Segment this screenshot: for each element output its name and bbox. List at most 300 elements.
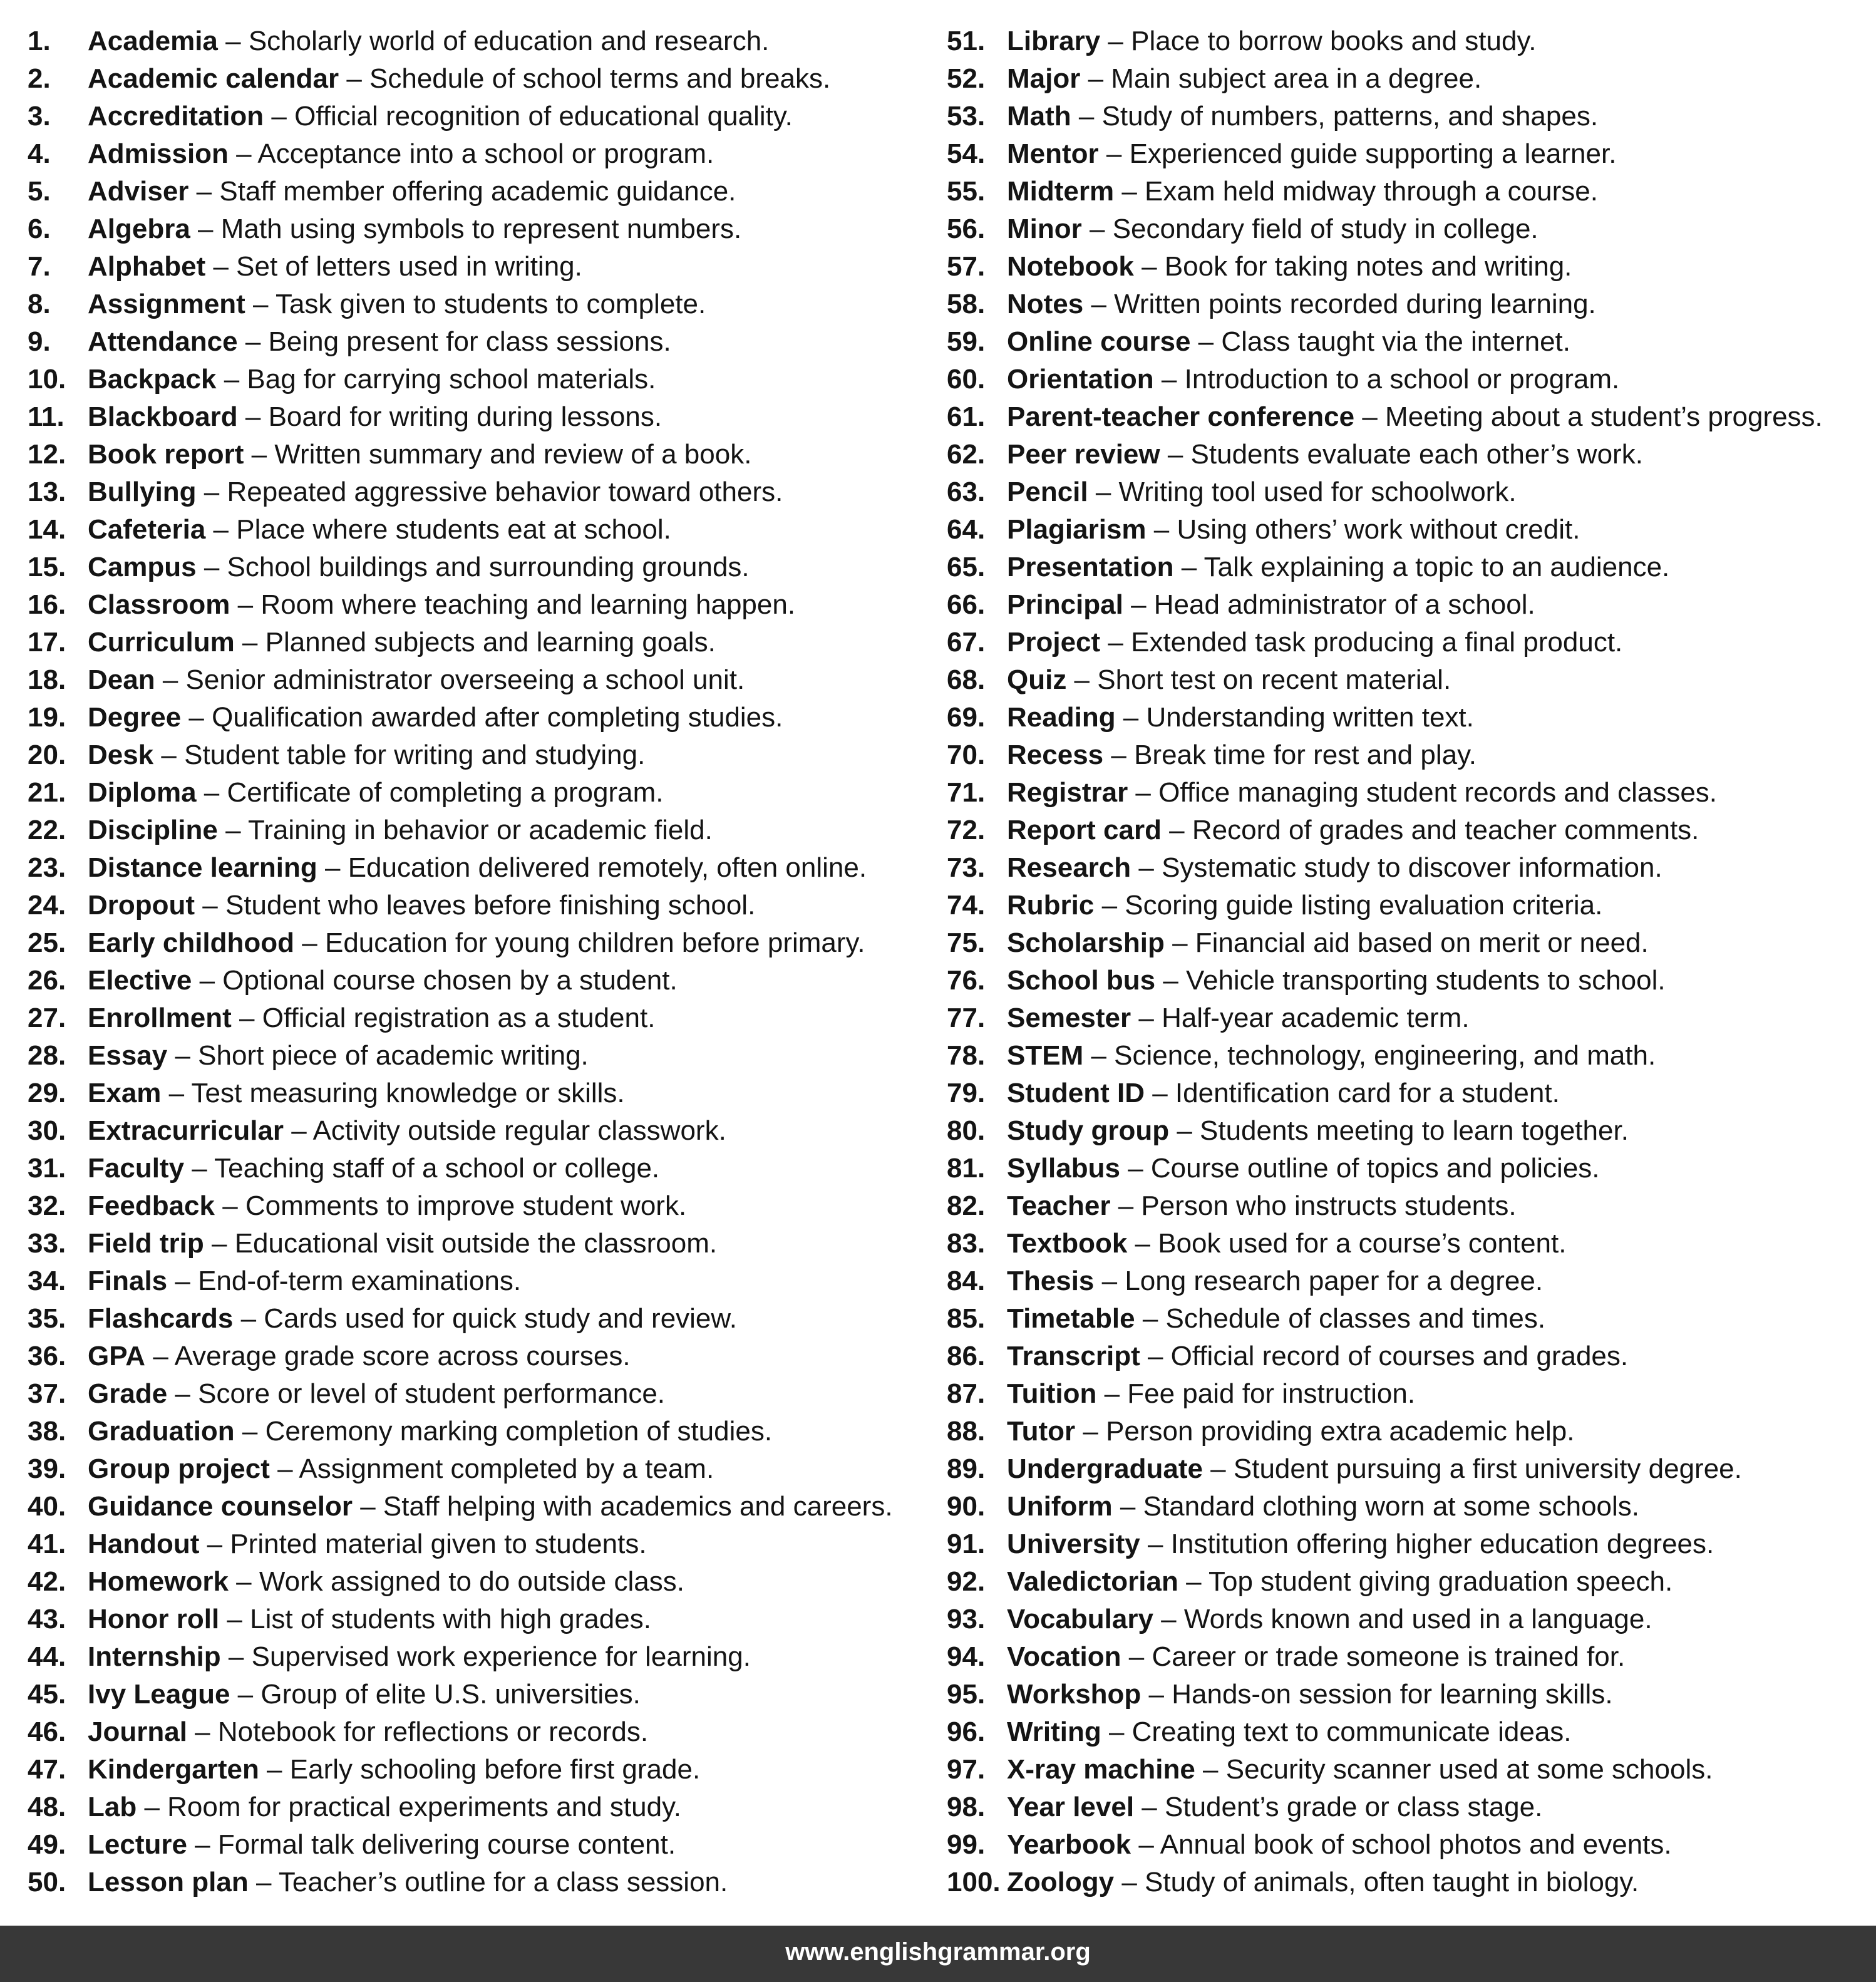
vocabulary-entry	[947, 1563, 1823, 1601]
entry-number: 29.	[28, 1078, 66, 1108]
entry-separator: –	[220, 1641, 252, 1672]
vocabulary-entry	[28, 1864, 893, 1901]
vocabulary-entry	[947, 248, 1823, 286]
entry-number: 33.	[28, 1228, 66, 1259]
vocabulary-column-left	[28, 23, 893, 1901]
entry-number: 21.	[28, 777, 66, 808]
entry-term: Cafeteria	[88, 514, 206, 545]
entry-number: 69.	[947, 702, 986, 733]
vocabulary-entry	[947, 1751, 1823, 1788]
entry-definition: Score or level of student performance.	[198, 1378, 666, 1409]
vocabulary-entry	[947, 1488, 1823, 1525]
vocabulary-entry	[28, 286, 893, 323]
entry-separator: –	[1121, 1641, 1152, 1672]
entry-term: Classroom	[88, 589, 230, 620]
entry-term: Discipline	[88, 815, 218, 845]
entry-separator: –	[269, 1453, 299, 1484]
entry-term: Diploma	[88, 777, 197, 808]
vocabulary-entry	[28, 1788, 893, 1826]
entry-number: 36.	[28, 1341, 66, 1371]
entry-number: 32.	[28, 1190, 66, 1221]
entry-term: Bullying	[88, 477, 197, 507]
entry-separator: –	[1146, 514, 1177, 545]
entry-definition: Optional course chosen by a student.	[222, 965, 678, 996]
entry-term: Dean	[88, 664, 155, 695]
entry-number: 13.	[28, 477, 66, 507]
entry-definition: Ceremony marking completion of studies.	[265, 1416, 773, 1447]
vocabulary-entry	[947, 1676, 1823, 1713]
entry-number: 57.	[947, 251, 986, 282]
entry-term: Guidance counselor	[88, 1491, 353, 1522]
entry-definition: Educational visit outside the classroom.	[234, 1228, 718, 1259]
entry-definition: Science, technology, engineering, and math.	[1114, 1040, 1656, 1071]
entry-definition: Comments to improve student work.	[245, 1190, 687, 1221]
entry-separator: –	[167, 1266, 198, 1296]
entry-separator: –	[1110, 1190, 1142, 1221]
entry-definition: Class taught via the internet.	[1221, 326, 1570, 357]
entry-term: Principal	[1007, 589, 1123, 620]
entry-separator: –	[264, 101, 295, 132]
vocabulary-entry	[947, 549, 1823, 586]
entry-number: 88.	[947, 1416, 986, 1447]
entry-separator: –	[1161, 815, 1192, 845]
entry-separator: –	[1083, 289, 1115, 319]
entry-separator: –	[1112, 1491, 1143, 1522]
entry-term: Uniform	[1007, 1491, 1113, 1522]
entry-number: 1.	[28, 26, 51, 56]
vocabulary-entry	[947, 624, 1823, 661]
entry-number: 91.	[947, 1529, 986, 1559]
entry-definition: Work assigned to do outside class.	[259, 1566, 684, 1597]
vocabulary-entry	[28, 248, 893, 286]
vocabulary-entry	[28, 887, 893, 924]
entry-separator: –	[228, 1566, 259, 1597]
entry-separator: –	[1153, 1604, 1184, 1634]
vocabulary-column-right	[947, 23, 1823, 1901]
entry-definition: Cards used for quick study and review.	[264, 1303, 737, 1334]
entry-term: Semester	[1007, 1003, 1131, 1033]
entry-term: Zoology	[1007, 1867, 1115, 1897]
vocabulary-entry	[947, 1338, 1823, 1375]
entry-term: Orientation	[1007, 364, 1154, 395]
entry-term: Yearbook	[1007, 1829, 1131, 1860]
vocabulary-entry	[28, 1075, 893, 1112]
vocabulary-entry	[28, 624, 893, 661]
entry-definition: Student pursuing a first university degree.	[1233, 1453, 1742, 1484]
entry-term: Plagiarism	[1007, 514, 1147, 545]
entry-term: Valedictorian	[1007, 1566, 1178, 1597]
entry-number: 71.	[947, 777, 986, 808]
entry-number: 38.	[28, 1416, 66, 1447]
vocabulary-entry	[28, 23, 893, 60]
entry-number: 10.	[28, 364, 66, 395]
entry-definition: Long research paper for a degree.	[1125, 1266, 1544, 1296]
entry-definition: Understanding written text.	[1146, 702, 1474, 733]
entry-separator: –	[1354, 401, 1386, 432]
entry-separator: –	[294, 927, 325, 958]
entry-separator: –	[217, 815, 248, 845]
entry-term: Admission	[88, 138, 229, 169]
vocabulary-entry	[947, 1187, 1823, 1225]
entry-term: Essay	[88, 1040, 168, 1071]
vocabulary-entry	[947, 286, 1823, 323]
entry-definition: Task given to students to complete.	[275, 289, 706, 319]
entry-number: 67.	[947, 627, 986, 658]
entry-term: Attendance	[88, 326, 238, 357]
entry-number: 53.	[947, 101, 986, 132]
entry-definition: Teaching staff of a school or college.	[214, 1153, 660, 1184]
entry-term: Online course	[1007, 326, 1191, 357]
entry-separator: –	[1134, 1792, 1165, 1822]
vocabulary-entry	[947, 1225, 1823, 1262]
entry-number: 61.	[947, 401, 986, 432]
entry-separator: –	[1144, 1078, 1175, 1108]
entry-separator: –	[137, 1792, 168, 1822]
entry-number: 12.	[28, 439, 66, 470]
entry-definition: Office managing student records and classes.	[1158, 777, 1718, 808]
entry-term: Notebook	[1007, 251, 1134, 282]
entry-separator: –	[1173, 552, 1204, 582]
entry-separator: –	[190, 214, 221, 244]
entry-separator: –	[1096, 1378, 1128, 1409]
entry-definition: Student table for writing and studying.	[184, 740, 646, 770]
entry-separator: –	[1075, 1416, 1106, 1447]
entry-separator: –	[219, 1604, 250, 1634]
entry-definition: Study of animals, often taught in biology.	[1145, 1867, 1639, 1897]
entry-term: Tutor	[1007, 1416, 1076, 1447]
vocabulary-entry	[947, 473, 1823, 511]
entry-term: Pencil	[1007, 477, 1088, 507]
entry-separator: –	[1153, 364, 1185, 395]
entry-separator: –	[153, 740, 185, 770]
entry-number: 50.	[28, 1867, 66, 1897]
entry-term: Lecture	[88, 1829, 187, 1860]
entry-separator: –	[184, 1153, 215, 1184]
entry-separator: –	[248, 1867, 279, 1897]
entry-separator: –	[204, 1228, 235, 1259]
vocabulary-entry	[28, 398, 893, 436]
entry-number: 89.	[947, 1453, 986, 1484]
entry-separator: –	[1195, 1754, 1226, 1785]
entry-term: Quiz	[1007, 664, 1067, 695]
vocabulary-entry	[28, 1338, 893, 1375]
entry-definition: Meeting about a student’s progress.	[1385, 401, 1823, 432]
entry-definition: Assignment completed by a team.	[299, 1453, 714, 1484]
entry-number: 84.	[947, 1266, 986, 1296]
entry-term: Algebra	[88, 214, 190, 244]
entry-separator: –	[1202, 1453, 1234, 1484]
vocabulary-entry	[947, 1413, 1823, 1450]
entry-number: 23.	[28, 852, 66, 883]
vocabulary-entry	[947, 999, 1823, 1037]
entry-definition: Board for writing during lessons.	[268, 401, 662, 432]
vocabulary-entry	[28, 962, 893, 999]
entry-term: Syllabus	[1007, 1153, 1120, 1184]
entry-definition: Course outline of topics and policies.	[1150, 1153, 1600, 1184]
entry-number: 19.	[28, 702, 66, 733]
entry-term: Finals	[88, 1266, 168, 1296]
vocabulary-entry	[28, 1676, 893, 1713]
entry-separator: –	[1100, 26, 1131, 56]
entry-number: 37.	[28, 1378, 66, 1409]
entry-definition: Break time for rest and play.	[1134, 740, 1477, 770]
entry-term: School bus	[1007, 965, 1156, 996]
entry-term: Vocation	[1007, 1641, 1121, 1672]
entry-definition: Bag for carrying school materials.	[247, 364, 656, 395]
entry-definition: Annual book of school photos and events.	[1160, 1829, 1672, 1860]
entry-number: 95.	[947, 1679, 986, 1710]
entry-definition: Vehicle transporting students to school.	[1186, 965, 1666, 996]
entry-definition: Top student giving graduation speech.	[1209, 1566, 1673, 1597]
entry-definition: Education delivered remotely, often online.	[348, 852, 867, 883]
entry-term: Homework	[88, 1566, 229, 1597]
entry-definition: Secondary field of study in college.	[1112, 214, 1538, 244]
entry-separator: –	[1080, 63, 1111, 94]
entry-separator: –	[1120, 1153, 1151, 1184]
entry-number: 92.	[947, 1566, 986, 1597]
entry-term: Curriculum	[88, 627, 235, 658]
entry-number: 80.	[947, 1115, 986, 1146]
entry-separator: –	[231, 1003, 262, 1033]
entry-definition: Hands-on session for learning skills.	[1172, 1679, 1613, 1710]
entry-definition: Official recognition of educational quality.	[294, 101, 793, 132]
entry-definition: Being present for class sessions.	[268, 326, 671, 357]
entry-definition: Student who leaves before finishing school.	[225, 890, 756, 921]
entry-separator: –	[1098, 138, 1130, 169]
entry-separator: –	[1155, 965, 1187, 996]
entry-definition: Student’s grade or class stage.	[1165, 1792, 1543, 1822]
vocabulary-entry	[28, 135, 893, 173]
entry-number: 45.	[28, 1679, 66, 1710]
entry-number: 76.	[947, 965, 986, 996]
vocabulary-entry	[28, 1638, 893, 1676]
entry-definition: Students meeting to learn together.	[1200, 1115, 1629, 1146]
entry-definition: Standard clothing worn at some schools.	[1143, 1491, 1640, 1522]
entry-number: 66.	[947, 589, 986, 620]
entry-term: Elective	[88, 965, 192, 996]
entry-number: 68.	[947, 664, 986, 695]
entry-number: 16.	[28, 589, 66, 620]
entry-term: Writing	[1007, 1716, 1101, 1747]
entry-definition: Systematic study to discover information.	[1162, 852, 1662, 883]
vocabulary-entry	[947, 1150, 1823, 1187]
entry-term: Adviser	[88, 176, 189, 207]
entry-definition: Official registration as a student.	[262, 1003, 656, 1033]
vocabulary-entry	[28, 436, 893, 473]
entry-definition: Person providing extra academic help.	[1106, 1416, 1575, 1447]
entry-number: 73.	[947, 852, 986, 883]
entry-definition: Room for practical experiments and study.	[167, 1792, 682, 1822]
entry-term: Registrar	[1007, 777, 1128, 808]
vocabulary-entry	[28, 210, 893, 248]
entry-definition: Extended task producing a final product.	[1131, 627, 1623, 658]
entry-separator: –	[1127, 1228, 1158, 1259]
vocabulary-entry	[28, 661, 893, 699]
vocabulary-entry	[947, 1262, 1823, 1300]
entry-definition: Fee paid for instruction.	[1127, 1378, 1416, 1409]
entry-separator: –	[1140, 1341, 1171, 1371]
entry-term: Book report	[88, 439, 244, 470]
entry-separator: –	[317, 852, 348, 883]
entry-number: 47.	[28, 1754, 66, 1785]
entry-number: 94.	[947, 1641, 986, 1672]
entry-definition: Half-year academic term.	[1162, 1003, 1470, 1033]
entry-definition: Place to borrow books and study.	[1131, 26, 1537, 56]
entry-definition: Introduction to a school or program.	[1184, 364, 1620, 395]
vocabulary-entry	[947, 98, 1823, 135]
entry-term: Math	[1007, 101, 1071, 132]
entry-definition: Repeated aggressive behavior toward others.	[227, 477, 783, 507]
entry-definition: Study of numbers, patterns, and shapes.	[1101, 101, 1599, 132]
entry-separator: –	[245, 289, 276, 319]
entry-definition: Written points recorded during learning.	[1114, 289, 1596, 319]
entry-separator: –	[1123, 589, 1154, 620]
vocabulary-entry	[947, 1375, 1823, 1413]
vocabulary-entry	[947, 1037, 1823, 1075]
entry-number: 65.	[947, 552, 986, 582]
entry-separator: –	[284, 1115, 313, 1146]
vocabulary-entry	[947, 1450, 1823, 1488]
entry-separator: –	[1178, 1566, 1209, 1597]
vocabulary-entry	[947, 361, 1823, 398]
entry-term: Transcript	[1007, 1341, 1140, 1371]
vocabulary-entry	[28, 1713, 893, 1751]
vocabulary-entry	[947, 135, 1823, 173]
entry-definition: Security scanner used at some schools.	[1225, 1754, 1713, 1785]
vocabulary-entry	[28, 999, 893, 1037]
vocabulary-entry	[28, 1300, 893, 1338]
entry-term: GPA	[88, 1341, 146, 1371]
entry-term: University	[1007, 1529, 1140, 1559]
entry-number: 81.	[947, 1153, 986, 1184]
entry-number: 87.	[947, 1378, 986, 1409]
entry-definition: Official record of courses and grades.	[1170, 1341, 1629, 1371]
entry-number: 63.	[947, 477, 986, 507]
entry-term: Exam	[88, 1078, 162, 1108]
entry-definition: Supervised work experience for learning.	[251, 1641, 751, 1672]
vocabulary-entry	[28, 1037, 893, 1075]
vocabulary-entry	[947, 436, 1823, 473]
vocabulary-entry	[28, 1601, 893, 1638]
entry-number: 100.	[947, 1867, 1001, 1897]
entry-definition: School buildings and surrounding grounds.	[227, 552, 750, 582]
entry-term: Reading	[1007, 702, 1116, 733]
entry-definition: Average grade score across courses.	[174, 1341, 631, 1371]
vocabulary-entry	[28, 1375, 893, 1413]
entry-term: Thesis	[1007, 1266, 1095, 1296]
entry-number: 82.	[947, 1190, 986, 1221]
vocabulary-entry	[28, 98, 893, 135]
entry-definition: Activity outside regular classwork.	[312, 1115, 726, 1146]
entry-definition: Career or trade someone is trained for.	[1152, 1641, 1626, 1672]
entry-separator: –	[199, 1529, 230, 1559]
entry-number: 5.	[28, 176, 51, 207]
entry-term: Lab	[88, 1792, 137, 1822]
entry-term: Faculty	[88, 1153, 185, 1184]
entry-definition: Printed material given to students.	[230, 1529, 647, 1559]
vocabulary-entry	[947, 1112, 1823, 1150]
entry-term: Accreditation	[88, 101, 264, 132]
entry-separator: –	[1103, 740, 1135, 770]
entry-number: 60.	[947, 364, 986, 395]
entry-definition: Head administrator of a school.	[1153, 589, 1535, 620]
entry-number: 98.	[947, 1792, 986, 1822]
entry-number: 25.	[28, 927, 66, 958]
entry-separator: –	[1101, 1716, 1132, 1747]
entry-number: 30.	[28, 1115, 66, 1146]
entry-number: 83.	[947, 1228, 986, 1259]
entry-definition: Formal talk delivering course content.	[217, 1829, 676, 1860]
entry-term: Internship	[88, 1641, 221, 1672]
entry-number: 26.	[28, 965, 66, 996]
entry-term: Year level	[1007, 1792, 1135, 1822]
vocabulary-entry	[28, 736, 893, 774]
entry-definition: Short test on recent material.	[1097, 664, 1451, 695]
vocabulary-entry	[947, 1525, 1823, 1563]
entry-separator: –	[1066, 664, 1098, 695]
vocabulary-entry	[947, 962, 1823, 999]
entry-number: 22.	[28, 815, 66, 845]
entry-term: Flashcards	[88, 1303, 234, 1334]
entry-term: Project	[1007, 627, 1101, 658]
vocabulary-entry	[28, 699, 893, 736]
entry-term: Minor	[1007, 214, 1082, 244]
entry-number: 27.	[28, 1003, 66, 1033]
entry-term: Field trip	[88, 1228, 204, 1259]
vocabulary-entry	[28, 1112, 893, 1150]
entry-separator: –	[155, 664, 186, 695]
entry-number: 15.	[28, 552, 66, 582]
entry-separator: –	[205, 251, 237, 282]
entry-term: Vocabulary	[1007, 1604, 1153, 1634]
entry-number: 24.	[28, 890, 66, 921]
entry-definition: Identification card for a student.	[1175, 1078, 1560, 1108]
entry-number: 48.	[28, 1792, 66, 1822]
entry-number: 49.	[28, 1829, 66, 1860]
entry-number: 3.	[28, 101, 51, 132]
entry-separator: –	[196, 777, 227, 808]
entry-number: 93.	[947, 1604, 986, 1634]
entry-definition: Schedule of classes and times.	[1165, 1303, 1546, 1334]
entry-term: Journal	[88, 1716, 187, 1747]
entry-definition: Words known and used in a language.	[1183, 1604, 1652, 1634]
vocabulary-entry	[28, 1488, 893, 1525]
entry-definition: Set of letters used in writing.	[236, 251, 582, 282]
entry-number: 85.	[947, 1303, 986, 1334]
vocabulary-entry	[28, 1225, 893, 1262]
entry-number: 55.	[947, 176, 986, 207]
entry-number: 35.	[28, 1303, 66, 1334]
entry-number: 99.	[947, 1829, 986, 1860]
vocabulary-entry	[947, 210, 1823, 248]
entry-separator: –	[196, 477, 227, 507]
entry-definition: Writing tool used for schoolwork.	[1118, 477, 1517, 507]
entry-definition: Qualification awarded after completing studies.	[212, 702, 783, 733]
entry-definition: Book used for a course’s content.	[1158, 1228, 1567, 1259]
vocabulary-entry	[28, 173, 893, 210]
entry-definition: Schedule of school terms and breaks.	[369, 63, 831, 94]
entry-term: Tuition	[1007, 1378, 1097, 1409]
entry-term: Distance learning	[88, 852, 317, 883]
entry-separator: –	[1133, 251, 1165, 282]
entry-term: Timetable	[1007, 1303, 1135, 1334]
entry-number: 72.	[947, 815, 986, 845]
entry-number: 86.	[947, 1341, 986, 1371]
entry-term: Scholarship	[1007, 927, 1165, 958]
vocabulary-entry	[28, 323, 893, 361]
entry-term: Study group	[1007, 1115, 1170, 1146]
entry-term: Kindergarten	[88, 1754, 259, 1785]
